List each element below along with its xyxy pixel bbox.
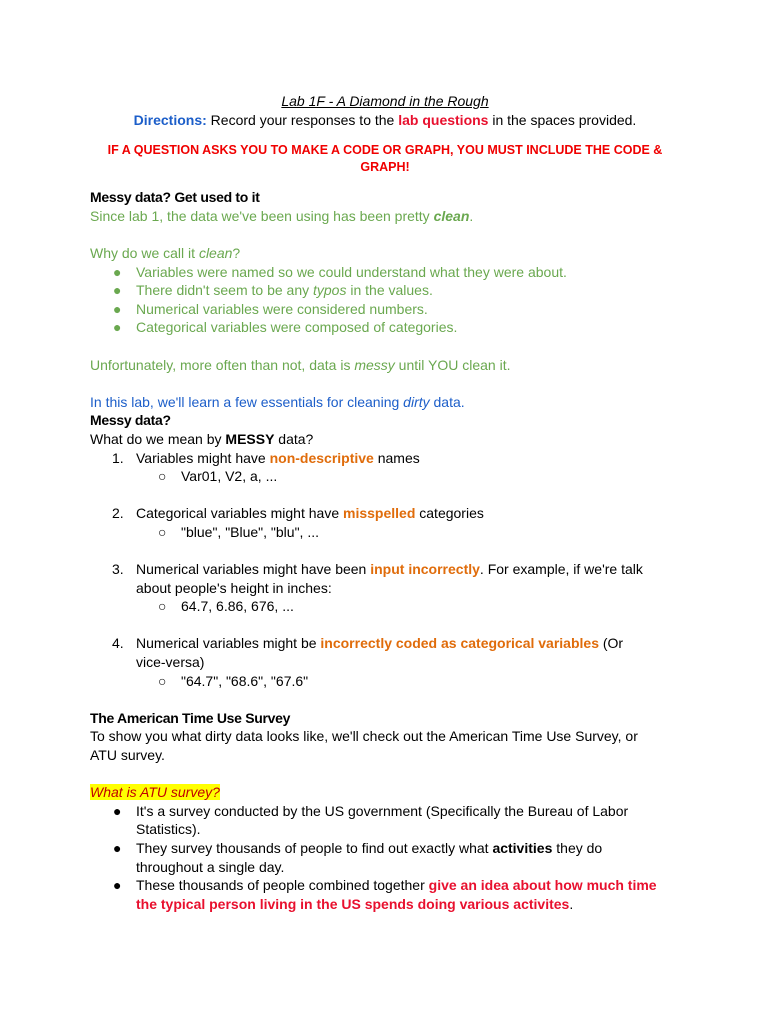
lab-goal: In this lab, we'll learn a few essentials for cleaning dirty data. — [90, 393, 465, 410]
list-item: 4. Numerical variables might be incorrectly coded as categorical variables (Or vice-versa) ○ "64.7", "68.6", "67.6" — [112, 635, 624, 689]
atus-intro-line1: To show you what dirty data looks like, we'll check out the American Time Use Survey, or — [90, 728, 638, 745]
lab-questions-highlight: lab questions — [398, 111, 489, 128]
messy-question: What do we mean by MESSY data? — [90, 430, 314, 447]
code-graph-warning: IF A QUESTION ASKS YOU TO MAKE A CODE OR GRAPH, YOU MUST INCLUDE THE CODE & GRAPH! — [107, 142, 663, 174]
atus-facts-list — [90, 802, 680, 914]
list-item: ● These thousands of people combined together give an idea about how much time the typical person living in the US spends doing various activites. — [113, 877, 657, 912]
directions-line — [90, 111, 680, 130]
list-item: ● Categorical variables were composed of categories. — [113, 319, 458, 336]
document-page — [90, 92, 680, 913]
doc-title: Lab 1F - A Diamond in the Rough — [281, 93, 489, 109]
doc-title-line — [90, 92, 680, 111]
list-item: 2. Categorical variables might have misspelled categories ○ "blue", "Blue", "blu", ... — [112, 505, 484, 540]
list-item: ● Variables were named so we could understand what they were about. — [113, 263, 567, 280]
list-item: ● It's a survey conducted by the US government (Specifically the Bureau of Labor Statistics). — [113, 802, 629, 838]
list-item: 3. Numerical variables might have been input incorrectly. For example, if we're talk about people's height in inches: ○ 64.7, 6.86, 676, ... — [112, 561, 643, 615]
list-item: 1. Variables might have non-descriptive names ○ Var01, V2, a, ... — [112, 449, 420, 485]
atus-question-line — [90, 783, 680, 802]
section-heading-messy-data: Messy data? Get used to it — [90, 189, 260, 206]
directions-text-end: in the spaces provided. — [488, 111, 637, 128]
messy-examples-list — [90, 449, 680, 709]
atus-intro-line2: ATU survey. — [90, 747, 165, 763]
section-heading-atus: The American Time Use Survey — [90, 709, 291, 726]
section-heading-messy: Messy data? — [90, 412, 171, 429]
clean-reasons-list — [90, 263, 680, 337]
why-clean-question: Why do we call it clean? — [90, 244, 241, 261]
atus-question: What is ATU survey? — [90, 784, 220, 801]
list-item: ● Numerical variables were considered numbers. — [113, 300, 428, 317]
list-item: ● They survey thousands of people to find out exactly what activities they do throughout a single day. — [113, 839, 603, 875]
list-item: ● There didn't seem to be any typos in the values. — [113, 282, 433, 299]
directions-label: Directions: — [133, 111, 207, 128]
clean-intro: Since lab 1, the data we've been using has been pretty clean. — [90, 207, 474, 224]
directions-text: Record your responses to the — [206, 111, 399, 128]
messy-until-clean: Unfortunately, more often than not, data is messy until YOU clean it. — [90, 356, 511, 373]
